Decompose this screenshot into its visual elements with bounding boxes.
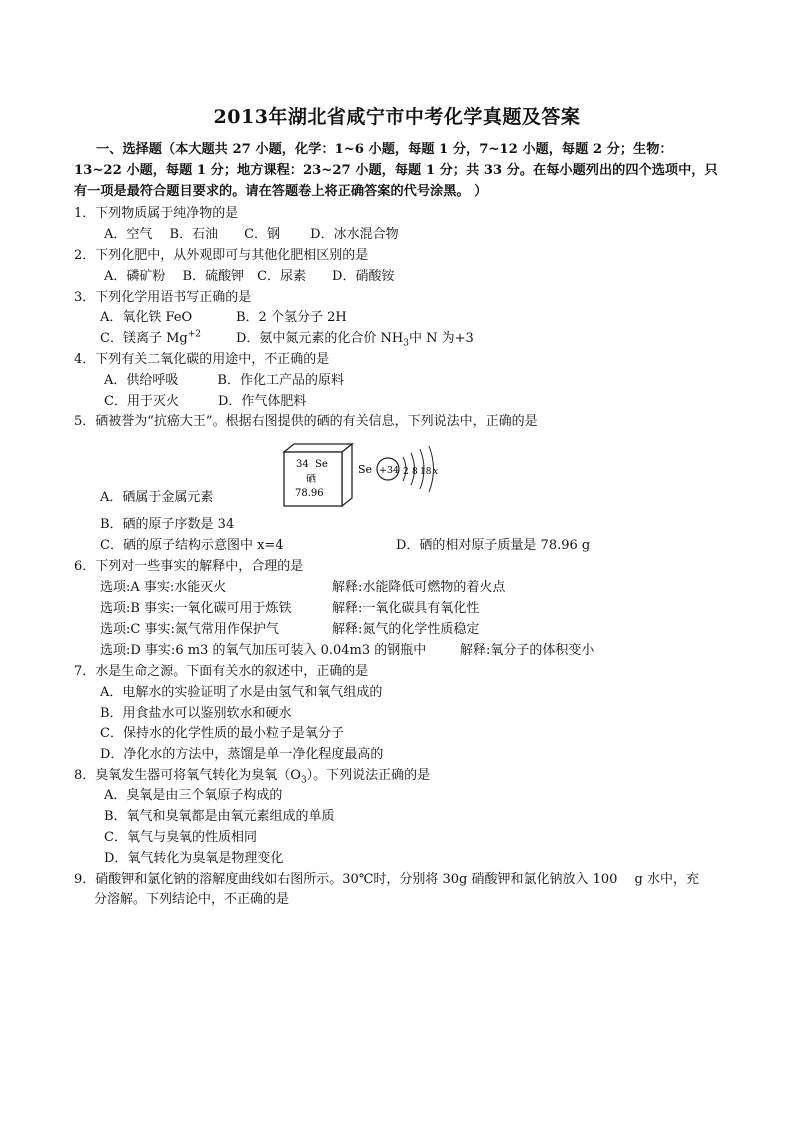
shell-count-1: 2	[403, 467, 409, 477]
q3-option-c: C．镁离子 $Mg^{+2}$	[100, 329, 201, 346]
element-card-side	[342, 444, 352, 506]
q8-option-a: A．臭氧是由三个氧原子构成的	[104, 788, 283, 803]
q6-row-a-fact: 选项:A 事实:水能灭火	[100, 580, 227, 595]
q6-row-a-explain: 解释:水能降低可燃物的着火点	[332, 580, 506, 595]
q3-stem: 3．下列化学用语书写正确的是	[74, 290, 252, 305]
q8-option-d: D．氧气转化为臭氧是物理变化	[104, 851, 284, 866]
q8-option-c: C．氧气与臭氧的性质相同	[104, 830, 257, 845]
q7-option-a: A．电解水的实验证明了水是由氢气和氧气组成的	[100, 685, 383, 700]
shell-count-4: x	[433, 467, 439, 477]
element-atomic-mass: 78.96	[295, 488, 324, 499]
q4-options-cd: C．用于灭火 D．作气体肥料	[104, 394, 307, 409]
q9-stem-line-1: 9．硝酸钾和氯化钠的溶解度曲线如右图所示。30℃时，分别将 30g 硝酸钾和氯化钠放入 100 g 水中，充	[74, 872, 700, 887]
q1-options: A．空气 B．石油 C．钢 D．冰水混合物	[104, 227, 399, 242]
atom-nucleus-charge: +34	[379, 465, 400, 476]
element-name: 硒	[306, 474, 316, 485]
element-atomic-number: 34	[296, 459, 309, 470]
q2-options: A．磷矿粉 B．硫酸钾 C．尿素 D．硝酸铵	[104, 269, 395, 284]
q7-option-c: C．保持水的化学性质的最小粒子是氧分子	[100, 726, 344, 741]
q5-option-b: B．硒的原子序数是 34	[100, 517, 235, 532]
q3-option-d: D．氨中氮元素的化合价 $NH_3$中 N 为+3	[236, 331, 474, 349]
q7-option-b: B．用食盐水可以鉴别软水和硬水	[100, 706, 292, 721]
atom-symbol: Se	[358, 463, 373, 476]
q6-row-c-explain: 解释:氮气的化学性质稳定	[332, 622, 480, 637]
q8-stem: 8．臭氧发生器可将氧气转化为臭氧$(O_3)$。下列说法正确的是	[74, 768, 431, 786]
q5-option-d: D．硒的相对原子质量是 78.96 g	[396, 538, 591, 553]
q2-stem: 2．下列化肥中，从外观即可与其他化肥相区别的是	[74, 248, 369, 263]
q5-option-c: C．硒的原子结构示意图中 x=4	[100, 538, 284, 553]
element-card-top	[284, 444, 352, 452]
q4-stem: 4．下列有关二氧化碳的用途中，不正确的是	[74, 352, 330, 367]
q7-stem: 7．水是生命之源。下面有关水的叙述中，正确的是	[74, 664, 369, 679]
q6-row-b-fact: 选项:B 事实:一氧化碳可用于炼铁	[100, 601, 292, 616]
q5-option-a: A．硒属于金属元素	[100, 490, 214, 505]
q3-option-a: A．氧化铁 FeO	[100, 310, 193, 325]
q5-stem: 5．硒被誉为“抗癌大王”。根据右图提供的硒的有关信息，下列说法中，正确的是	[74, 414, 538, 429]
q6-row-d-explain: 解释:氧分子的体积变小	[460, 643, 595, 658]
q6-row-d-fact: 选项:D 事实:6 m3 的氧气加压可装入 0.04m3 的钢瓶中	[100, 643, 427, 658]
shell-count-3: 18	[420, 467, 432, 477]
instructions-line-3: 有一项是最符合题目要求的。请在答题卷上将正确答案的代号涂黑。 ）	[74, 184, 488, 199]
instructions-line-2: 13~22 小题，每题 1 分；地方课程：23~27 小题，每题 1 分；共 33 分。在每小题列出的四个选项中，只	[74, 163, 718, 178]
shell-count-2: 8	[412, 467, 418, 477]
element-symbol: Se	[315, 459, 328, 470]
q3-option-b: B．2 个氢分子 2H	[236, 310, 347, 325]
page-title: 2013年湖北省咸宁市中考化学真题及答案	[213, 106, 581, 128]
atom-structure-figure	[356, 442, 452, 498]
instructions-line-1: 一、选择题（本大题共 27 小题，化学：1~6 小题，每题 1 分，7~12 小题，每题 2 分；生物：	[96, 142, 673, 157]
q9-stem-line-2: 分溶解。下列结论中，不正确的是	[94, 892, 290, 907]
q7-option-d: D．净化水的方法中，蒸馏是单一净化程度最高的	[100, 747, 384, 762]
q8-option-b: B．氧气和臭氧都是由氧元素组成的单质	[104, 809, 335, 824]
q6-row-b-explain: 解释:一氧化碳具有氧化性	[332, 601, 480, 616]
element-card-figure	[282, 442, 354, 508]
q1-stem: 1．下列物质属于纯净物的是	[74, 206, 239, 221]
q6-row-c-fact: 选项:C 事实:氮气常用作保护气	[100, 622, 279, 637]
q4-options-ab: A．供给呼吸 B．作化工产品的原料	[104, 373, 344, 388]
q6-stem: 6．下列对一些事实的解释中，合理的是	[74, 559, 304, 574]
